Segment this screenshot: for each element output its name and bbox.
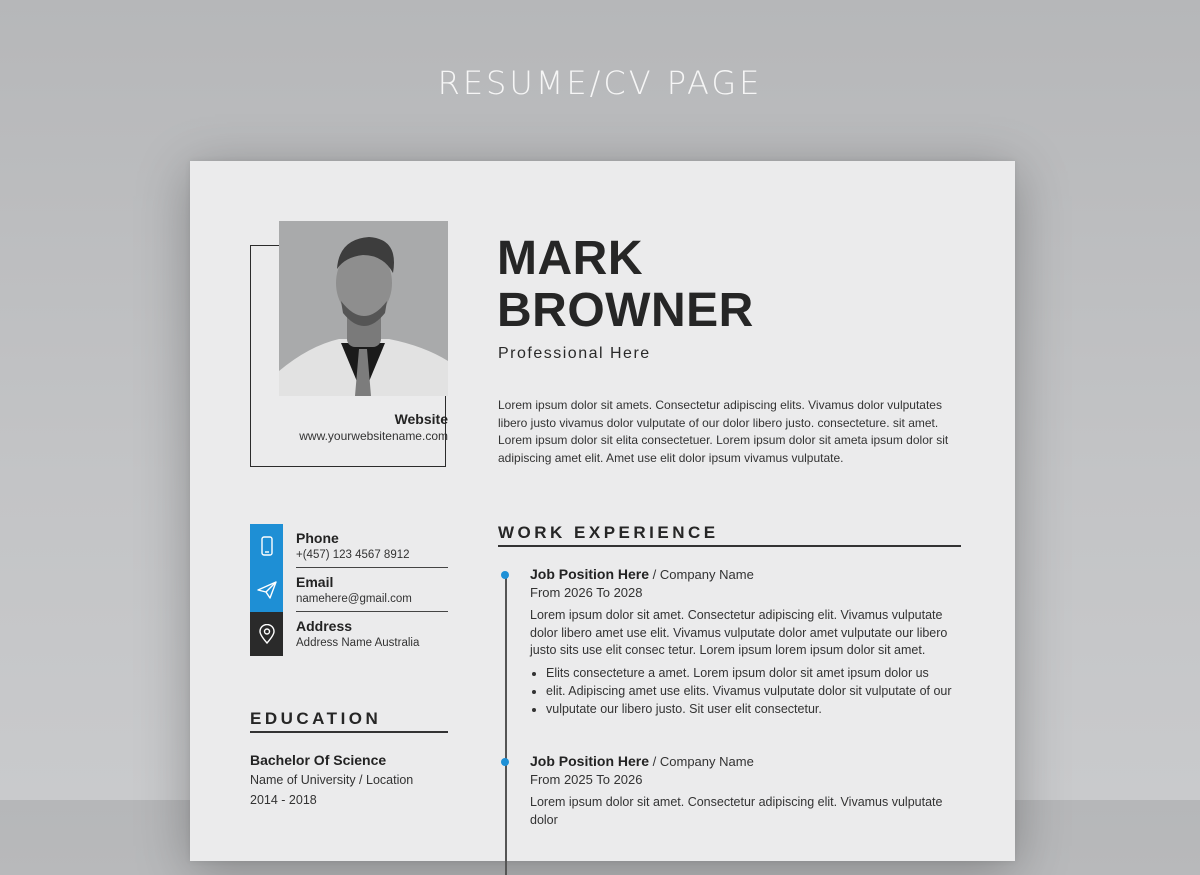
profile-summary: Lorem ipsum dolor sit amets. Consectetur adipiscing elits. Vivamus dolor vulputates libero justo vivamus dolor vulputate of our dolor libero justo. consecteture. sit amet. Lorem ipsum dolor sit elita consectetuer. Lorem ipsum dolor sit ameta ipsum dolor sit adipiscing amet elit. Amet use elit dolor ipsum vivamus vulputate. [498,398,949,465]
job-description: Lorem ipsum dolor sit amet. Consectetur adipiscing elit. Vivamus vulputate dolor libero amet use elit. Vivamus vulputate dolor amet vulputate our libero justo sits use elit consec tetur. Lorem ipsum lorem ipsum dolor sit amet. [530,608,948,657]
profile-photo [279,221,448,396]
location-pin-icon [250,612,283,656]
timeline-line [505,575,507,875]
job-position: Job Position Here [530,753,650,769]
contact-phone [250,524,448,568]
professional-title: Professional Here [498,345,651,362]
banner-title: RESUME/CV PAGE [437,64,763,102]
job-dates: From 2025 To 2026 [530,772,643,787]
job-bullets [530,664,980,718]
work-experience-rule [498,545,961,547]
website-url[interactable]: www.yourwebsitename.com [299,429,448,443]
job-heading [530,753,754,771]
contact-label: Email [296,574,334,590]
education-heading: EDUCATION [250,709,382,728]
list-item: • vulputate our libero justo. Sit user elit consectetur. [546,700,980,718]
education-rule [250,731,448,733]
phone-icon [250,524,283,568]
job-description: Lorem ipsum dolor sit amet. Consectetur adipiscing elit. Vivamus vulputate dolor [530,795,943,827]
website-label: Website [394,411,448,427]
job-heading [530,566,754,584]
list-item: • Elits consecteture a amet. Lorem ipsum dolor sit amet ipsum dolor us [546,664,980,682]
contact-email [250,568,448,612]
work-experience-heading: WORK EXPERIENCE [498,523,719,542]
list-item: • elit. Adipiscing amet use elits. Vivamus vulputate dolor sit vulputate of our [546,682,980,700]
contact-label: Address [296,618,353,634]
phone-value[interactable]: +(457) 123 4567 8912 [296,549,410,561]
paper-plane-icon [250,568,283,612]
timeline-dot [501,758,509,766]
job-dates: From 2026 To 2028 [530,585,643,600]
resume-page [190,161,1015,861]
first-name: MARK [497,232,643,285]
education-degree: Bachelor Of Science [250,752,387,768]
job-company: / Company Name [649,567,754,582]
last-name: BROWNER [497,284,754,337]
person-name [497,233,754,337]
contact-address [250,612,448,656]
job-company: / Company Name [649,754,754,769]
education-school: Name of University / Location [250,773,414,787]
timeline-dot [501,571,509,579]
address-value: Address Name Australia [296,637,420,649]
email-value[interactable]: namehere@gmail.com [296,593,412,605]
education-years: 2014 - 2018 [250,793,317,807]
job-position: Job Position Here [530,566,650,582]
contact-label: Phone [296,530,339,546]
